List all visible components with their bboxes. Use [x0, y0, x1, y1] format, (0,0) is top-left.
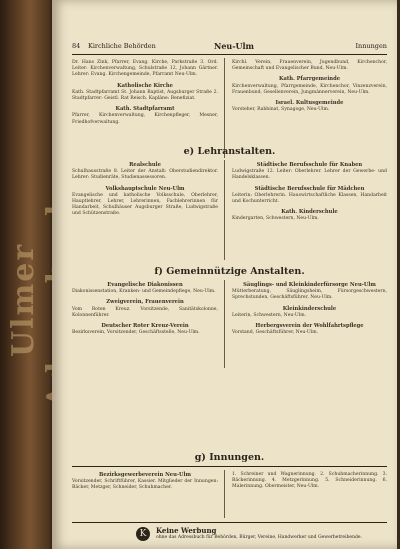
entry-text: Vorsteher, Rabbinat, Synagoge, Neu-Ulm.: [232, 107, 330, 113]
entry-text: Evangelische und katholische Volksschule, Oberlehrer, Hauptlehrer, Lehrer, Lehrerinnen, Fachlehrerinnen für Handarbeit, Schulhäuser Augsburger Straße, Ludwigstraße und Schützenstraße.: [72, 192, 218, 217]
section-heading-schools: e) Lehranstalten.: [183, 146, 276, 157]
entry-text: Ludwigstraße 12. Leiter: Oberlehrer. Lehrer der Gewerbe- und Handelsklassen.: [232, 169, 387, 181]
section-rule: [72, 466, 387, 467]
header-rule: [72, 54, 387, 55]
entry-title: Realschule: [129, 162, 161, 168]
book-page: [52, 0, 397, 549]
entry-text: Pfarrer, Kirchenverwaltung, Kirchenpfleger, Mesner, Friedhofverwaltung.: [72, 113, 218, 125]
entry-title: Volkshauptschule Neu-Ulm: [105, 185, 185, 192]
schools-left-column: [72, 162, 218, 218]
entry-text: Kindergarten, Schwestern, Neu-Ulm.: [232, 216, 319, 222]
entry-title: Städtische Berufsschule für Knaben: [256, 162, 363, 168]
entry-title: Säuglings- und Kleinkinderfürsorge Neu-Ulm: [243, 282, 376, 288]
guilds-right-column: [232, 472, 387, 491]
column-divider: [224, 58, 225, 158]
entry-text: Kath. Stadtpfarramt St. Johann Baptist, Augsburger Straße 2. Stadtpfarrer: Geistl. Rat Reisch. Kapläne: Benefiziat.: [72, 89, 218, 102]
charities-left-column: [72, 282, 218, 336]
entry-title: Kath. Stadtpfarramt: [115, 106, 175, 113]
entry-title: Katholische Kirche: [117, 82, 173, 89]
entry-text: Kirchl. Verein, Frauenverein, Jugendbund, Kirchenchor, Gemeinschaft und Evangelischer Bund, Neu-Ulm.: [232, 60, 387, 72]
entry-title: Israel. Kultusgemeinde: [275, 100, 344, 107]
header-right-title: Innungen: [355, 42, 387, 50]
page-header: [72, 42, 387, 54]
entry-title: Evangelische Diakonissen: [107, 282, 183, 288]
advertisement: [72, 522, 387, 545]
entry-title: Deutscher Roter Kreuz-Verein: [101, 323, 189, 330]
entry-title: Städtische Berufsschule für Mädchen: [254, 185, 365, 192]
entry-title: Kleinkinderschule: [282, 305, 337, 312]
entry-text: Leiterin: Oberlehrerin. Hauswirtschaftliche Klassen, Handarbeit und Kochunterricht.: [232, 192, 387, 205]
entry-title: Herbergsverein der Wohlfahrtspflege: [255, 323, 364, 330]
entry-text: Dr. Hans Zink, Pfarrer, Evang. Kirche, Parkstraße 3. Ord. Leiter: Kirchenverwaltung, Schulstraße 12, Johann Gärtner. Lehrer: Evang. Kirchengemeinde, Pfarramt Neu-Ulm.: [72, 60, 218, 78]
section-heading-charities: f) Gemeinnützige Anstalten.: [154, 266, 305, 277]
spine-title: Ulmer: [6, 242, 41, 358]
entry-text: Leiterin, Schwestern, Neu-Ulm.: [232, 312, 307, 318]
entry-text: Mütterberatung, Säuglingsheim, Fürsorgeschwestern, Sprechstunden, Geschäftsführer, Neu-Ulm.: [232, 289, 387, 301]
header-center-title: Neu-Ulm: [214, 41, 255, 51]
ad-emblem-icon: K: [136, 527, 150, 541]
guilds-left-column: [72, 472, 218, 492]
column-divider: [224, 470, 225, 518]
entry-text: Schulhausstraße 8. Leiter der Anstalt: Oberstudiendirektor. Lehrer: Studienräte, Studienassessoren.: [72, 169, 218, 181]
entry-text: Diakonissenstation, Kranken- und Gemeindepflege, Neu-Ulm.: [72, 289, 216, 295]
top-left-column: [72, 60, 218, 126]
entry-text: Vorstand, Geschäftsführer, Neu-Ulm.: [232, 330, 319, 336]
charities-right-column: [232, 282, 387, 336]
book-spine: [0, 0, 50, 549]
entry-text: Vorsitzender, Schriftführer, Kassier. Mitglieder der Innungen: Bäcker, Metzger, Schneider, Schuhmacher.: [72, 479, 218, 491]
entry-text: Bezirksverein, Vorsitzender, Geschäftsstelle, Neu-Ulm.: [72, 330, 200, 336]
entry-title: Kath. Pfarrgemeinde: [279, 76, 340, 83]
top-right-column: [232, 60, 387, 113]
entry-title: Bezirksgewerbeverein Neu-Ulm: [98, 472, 192, 478]
entry-text: Kirchenverwaltung, Pfarrgemeinde, Kirchenchor, Vinzenzverein, Frauenbund, Gesellenverein, Jungmännerverein, Neu-Ulm.: [232, 83, 387, 95]
column-divider: [224, 280, 225, 368]
section-heading-guilds: g) Innungen.: [194, 452, 265, 463]
entry-title: Kath. Kinderschule: [281, 209, 338, 216]
entry-title: Zweigverein, Frauenverein: [106, 299, 184, 306]
entry-text: Vom Roten Kreuz. Vorsitzende, Sanitätskolonne, Kolonnenführer.: [72, 306, 218, 318]
column-divider: [224, 160, 225, 260]
entry-text: 1. Schreiner und Wagnerinnung. 2. Schuhmacherinnung. 3. Bäckerinnung. 4. Metzgerinnung. 5. Schneiderinnung. 6. Malerinnung. Obermeister, Neu-Ulm.: [232, 472, 387, 490]
page-number: 84: [72, 42, 81, 50]
ad-body: ohne das Adressbuch für Behörden, Bürger, Vereine, Handwerker und Gewerbetreibende.: [156, 535, 362, 540]
schools-right-column: [232, 162, 387, 223]
ad-headline: Keine Werbung: [156, 526, 217, 535]
header-left-title: Kirchliche Behörden: [88, 42, 156, 50]
